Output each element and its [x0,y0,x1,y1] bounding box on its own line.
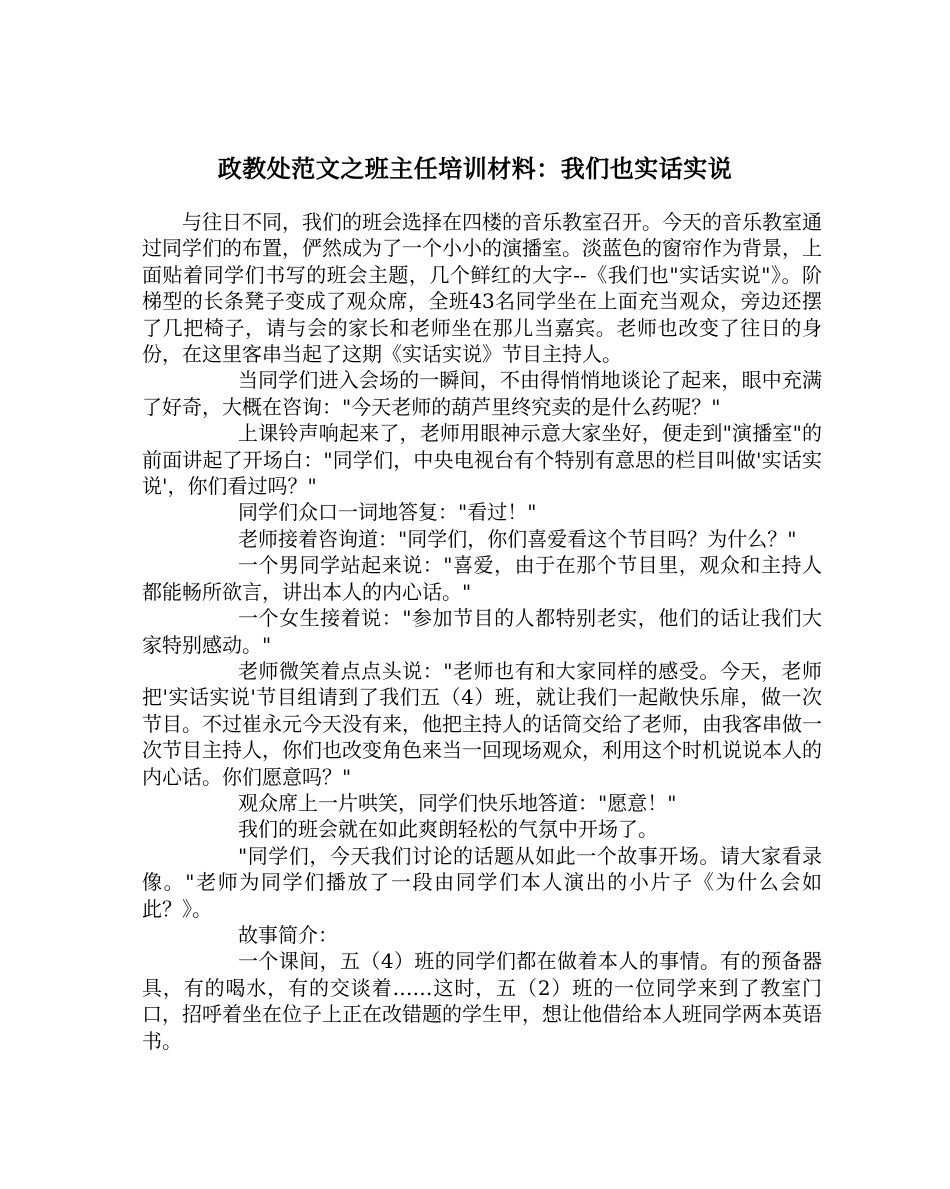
paragraph: 上课铃声响起来了，老师用眼神示意大家坐好，便走到"演播室"的前面讲起了开场白："同学们，中央电视台有个特别有意思的栏目叫做'实话实说'，你们看过吗？" [142,421,822,499]
paragraph: 观众席上一片哄笑，同学们快乐地答道："愿意！" [238,790,677,815]
paragraph: 一个女生接着说："参加节目的人都特别老实，他们的话让我们大家特别感动。" [142,606,822,657]
paragraph: 一个男同学站起来说："喜爱，由于在那个节目里，观众和主持人都能畅所欲言，讲出本人的内心话。" [142,553,822,604]
paragraph: 一个课间，五（4）班的同学们都在做着本人的事情。有的预备器具，有的喝水，有的交谈着……这时，五（2）班的一位同学来到了教室门口，招呼着坐在位子上正在改错题的学生甲，想让他借给本人班同学两本英语书。 [142,949,822,1053]
paragraph: 老师接着咨询道："同学们，你们喜爱看这个节目吗？为什么？" [238,526,797,551]
paragraph: 老师微笑着点点头说："老师也有和大家同样的感受。今天，老师把'实话实说'节目组请到了我们五（4）班，就让我们一起敞快乐扉，做一次节目。不过崔永元今天没有来，他把主持人的话筒交给了老师，由我客串做一次节目主持人，你们也改变角色来当一回现场观众，利用这个时机说说本人的内心话。你们愿意吗？" [142,658,822,789]
paragraph: 故事简介： [238,922,338,947]
document-body [142,209,822,1054]
paragraph: 与往日不同，我们的班会选择在四楼的音乐教室召开。今天的音乐教室通过同学们的布置，俨然成为了一个小小的演播室。淡蓝色的窗帘作为背景，上面贴着同学们书写的班会主题，几个鲜红的大字--《我们也"实话实说"》。阶梯型的长条凳子变成了观众席，全班43名同学坐在上面充当观众，旁边还摆了几把椅子，请与会的家长和老师坐在那儿当嘉宾。老师也改变了往日的身份，在这里客串当起了这期《实话实说》节目主持人。 [142,210,822,367]
paragraph: 同学们众口一词地答复："看过！" [238,500,537,525]
paragraph: 我们的班会就在如此爽朗轻松的气氛中开场了。 [238,817,658,842]
paragraph: "同学们，今天我们讨论的话题从如此一个故事开场。请大家看录像。"老师为同学们播放了一段由同学们本人演出的小片子《为什么会如此？》。 [142,843,822,921]
document-title: 政教处范文之班主任培训材料：我们也实话实说 [217,154,733,184]
paragraph: 当同学们进入会场的一瞬间，不由得悄悄地谈论了起来，眼中充满了好奇，大概在咨询："今天老师的葫芦里终究卖的是什么药呢？" [142,368,822,419]
